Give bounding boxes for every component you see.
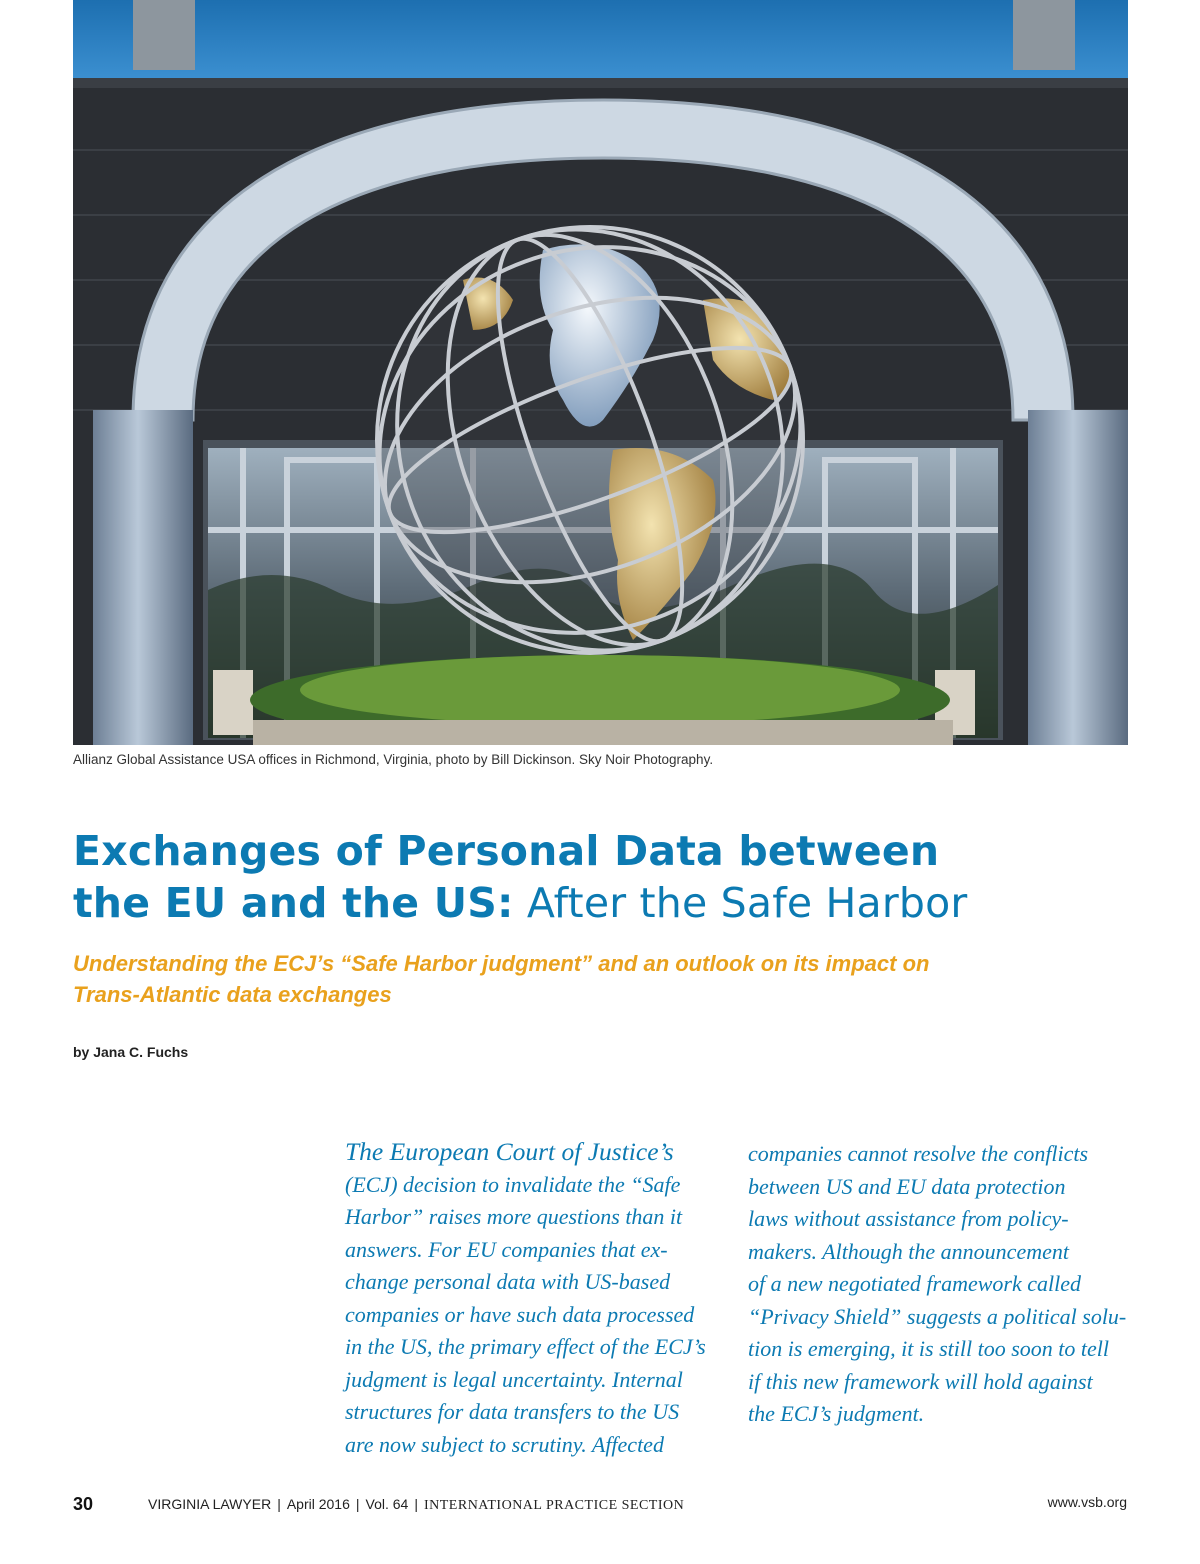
title-line-2-light: After the Safe Harbor bbox=[513, 879, 968, 927]
lede-line: judgment is legal uncertainty. Internal bbox=[345, 1366, 683, 1392]
article-subtitle bbox=[73, 948, 1073, 1010]
article-title bbox=[73, 825, 1133, 929]
website-url: www.vsb.org bbox=[1047, 1494, 1127, 1510]
lede-line: structures for data transfers to the US bbox=[345, 1399, 680, 1424]
byline: by Jana C. Fuchs bbox=[73, 1044, 189, 1060]
lede-line: the ECJ’s judgment. bbox=[748, 1401, 925, 1426]
lede-column-2 bbox=[748, 1138, 1126, 1431]
subtitle-line: Understanding the ECJ’s “Safe Harbor judgment” and an outlook on its impact on bbox=[73, 951, 930, 976]
magazine-name: VIRGINIA LAWYER bbox=[148, 1496, 272, 1512]
lede-line: (ECJ) decision to invalidate the “Safe bbox=[345, 1171, 681, 1197]
lede-line: change personal data with US-based bbox=[345, 1269, 671, 1294]
title-line-1: Exchanges of Personal Data between bbox=[73, 827, 940, 875]
page-number: 30 bbox=[73, 1494, 94, 1514]
lede-line: Harbor” raises more questions than it bbox=[345, 1204, 683, 1229]
title-line-2-bold: the EU and the US: bbox=[73, 879, 514, 927]
lede-line: between US and EU data protection bbox=[748, 1173, 1066, 1199]
lede-line: if this new framework will hold against bbox=[748, 1368, 1093, 1394]
lede-line: in the US, the primary effect of the ECJ’s bbox=[345, 1334, 706, 1359]
lede-column-1 bbox=[345, 1136, 706, 1461]
lede-line: companies or have such data processed bbox=[345, 1301, 695, 1327]
section-name: INTERNATIONAL PRACTICE SECTION bbox=[423, 1498, 685, 1513]
lede-line: of a new negotiated framework called bbox=[748, 1271, 1081, 1296]
lede-line: makers. Although the announcement bbox=[748, 1238, 1069, 1264]
lede-line: tion is emerging, it is still too soon to tell bbox=[748, 1336, 1109, 1361]
photo-caption: Allianz Global Assistance USA offices in Richmond, Virginia, photo by Bill Dickinson. Sky Noir Photography. bbox=[73, 752, 714, 767]
running-footer: VIRGINIA LAWYER | April 2016 | Vol. 64 | INTERNATIONAL PRACTICE SECTION bbox=[148, 1496, 685, 1513]
globe-sculpture-photo bbox=[73, 0, 1128, 745]
issue-date: April 2016 bbox=[286, 1496, 350, 1512]
lede-line: laws without assistance from policy- bbox=[748, 1206, 1069, 1231]
lede-line: are now subject to scrutiny. Affected bbox=[345, 1431, 664, 1457]
lede-line: The European Court of Justice’s bbox=[345, 1137, 674, 1166]
lede-line: companies cannot resolve the conflicts bbox=[748, 1141, 1089, 1166]
subtitle-line: Trans-Atlantic data exchanges bbox=[73, 982, 392, 1007]
lede-line: answers. For EU companies that ex- bbox=[345, 1236, 668, 1262]
volume: Vol. 64 bbox=[365, 1496, 409, 1512]
cover-photo bbox=[73, 0, 1128, 745]
title-line-2 bbox=[73, 877, 1133, 929]
lede-line: “Privacy Shield” suggests a political solu- bbox=[748, 1303, 1127, 1329]
